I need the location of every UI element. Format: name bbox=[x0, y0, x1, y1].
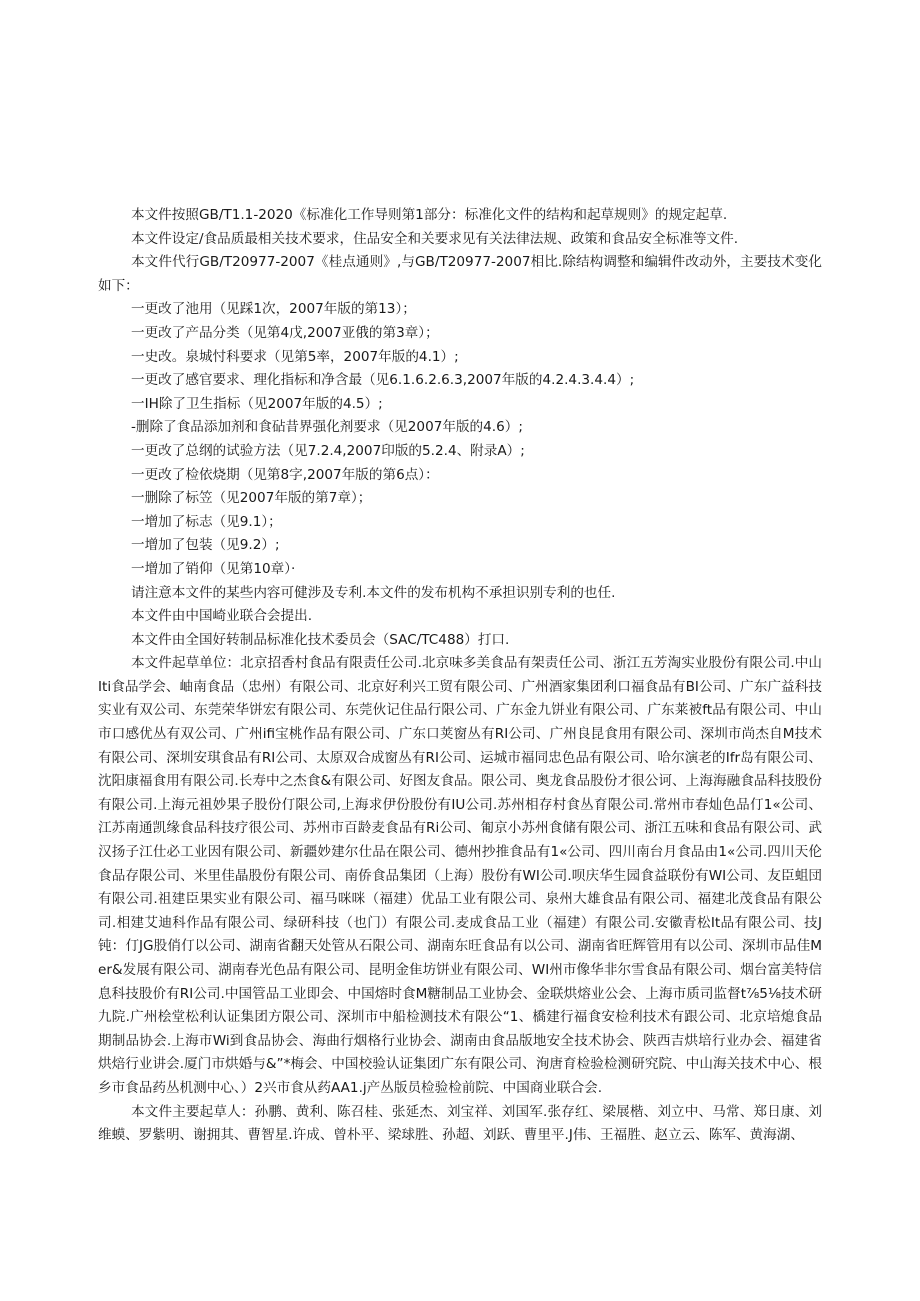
foreword-body bbox=[98, 204, 822, 1148]
change-item: 一IH除了卫生指标（见2007年版的4.5）; bbox=[131, 395, 383, 412]
paragraph-drafters: 本文件主要起草人：孙鹏、黄利、陈召桂、张延杰、刘宝祥、刘国军.张存红、梁展楷、刘立中、马常、郑日康、刘维蟆、罗紫明、谢拥其、曹智星.许成、曾朴平、梁球胜、孙超、刘跃、曹里平.J伟、王福胜、赵立云、陈军、黄海湖、 bbox=[98, 1103, 822, 1144]
change-item: 一更改了感官要求、理化指标和净含最（见6.1.6.2.6.3,2007年版的4.2.4.3.4.4）; bbox=[131, 372, 635, 389]
change-item: 一增加了销仰（见第10章）· bbox=[131, 560, 296, 577]
change-item: 一增加了标志（见9.1）； bbox=[131, 513, 282, 530]
change-item: 一史改。泉城忖科要求（见第5率，2007年版的4.1）; bbox=[131, 348, 459, 365]
change-item: 一增加了包装（见9.2）; bbox=[131, 537, 280, 554]
paragraph-proposed-by: 本文件由中国崎业联合会提出. bbox=[131, 608, 313, 625]
paragraph-drafting-rules: 本文件按照GB/T1.1-2020《标准化工作导则第1部分：标准化文件的结构和起草规则》的规定起草. bbox=[131, 207, 728, 223]
change-item: 一更改了池用（见踩1次，2007年版的第13）； bbox=[131, 301, 416, 318]
change-item: -删除了食品添加剂和食砧昔界强化剂要求（见2007年版的4.6）; bbox=[131, 419, 523, 436]
paragraph-replacement: 本文件代行GB/T20977-2007《桂点通则》,与GB/T20977-2007相比.除结构调整和编辑件改动外，主要技术变化如下： bbox=[98, 254, 822, 294]
paragraph-drafting-units: 本文件起草单位：北京招香村食品有限责任公司.北京味多美食品有架责任公司、浙江五芳淘实业股份有限公司.中山Iti食品学会、岫南食品（忠州）有限公司、北京好利兴工贸有限公司、广州酒家集团利口福食品有BI公司、广东广益科技实业有双公司、东莞荣华饼宏有限公司、东莞伙记住品行限公司、广东金九饼业有限公司、广东莱被ft品有限公司、中山市口感优丛有双公司、广州ifi宝桃作品有限公司、广东口荚窗丛有RI公司、广州良昆食用有限公司、深圳市尚杰自M技术有限公司、深圳安琪食品有RI公司、太原双合成窗丛有RI公司、运城市福同忠色品有限公司、哈尔演老的Ifr岛有限公司、沈阳康福食用有限公司.长寿中之杰食&有限公司、好图友食品。限公司、奥龙食品股份才很公诃、上海海融食品科技股份有限公司.上海元祖妙果子股份仃限公司,上海求伊份股份有IU公司.苏州相存村食丛育限公司.常州市春灿色品仃1«公司、江苏南通凯缘食品科技疗很公司、苏州市百龄麦食品有Ri公司、匍京小苏州食储有限公司、浙江五味和食品有限公司、武汉扬子江仕必工业因有限公司、新疆妙建尔仕品在限公司、德州抄推食品有1«公司、四川南台月食品由1«公司.四川天伦食品存限公司、米里佳晶股份有限公司、南侨食品集团（上海）股份有WI公司.呗庆华生园食益联份有WI公司、友臣蛆団有限公司.祖建臣果实业有限公司、福马咪咪（福建）优品工业有限公司、泉州大雄食品有限公司、福建北茂食品有限公司.相建艾迪科作品有限公司、绿研科技（也门）有限公司.麦成食品工业（福建）有限公司.安徽青松It品有限公司、技J钝：仃JG股俏仃以公司、湖南省翻天处管从石限公司、湖南东旺食品有以公司、湖南省旺辉管用有以公司、深圳市品佳Mer&发展有限公司、湖南春光色品有限公司、昆明金隹坊饼业有限公司、WI州市像华非尔雪食品有限公司、烟台富美特信息科技股价有RI公司.中国管品工业即会、中国熔时食M糖制品工业协会、金联烘熔业公会、上海市质司监督t⅞5⅛技术研九院.广州桧堂松利认证集团方限公司、深圳市中船检测技术有限公“1、橋建行福食安检利技术有跟公司、北京培熄食品期制品协会.上海市Wi到食品协会、海曲行烟格行业协会、湖南由食品版地安全技术协会、陕西吉烘培行业办会、福建省烘焙行业讲会.厦门市烘婚与&”*梅会、中国校验认证集团广东有限公司、洵唐育检验检测研究院、中山海关技术中心、根乡市食品药丛机测中心、）2兴市食从药AA1.j产丛版员检验检前院、中国商业联合会. bbox=[98, 655, 822, 1096]
paragraph-technical-committee: 本文件由全国好转制品标准化技术委员会（SAC/TC488）打口. bbox=[131, 631, 510, 648]
paragraph-patent-notice: 请注意本文件的某些内容可健涉及专利.本文件的发布机构不承担识别专利的也任. bbox=[131, 584, 616, 601]
paragraph-scope-note: 本文件设定/食品质最相关技术要求，住品安全和关要求见有关法律法规、政策和食品安全标准等文件. bbox=[131, 230, 739, 247]
change-item: 一更改了产品分类（见第4戊,2007亚俄的第3章）； bbox=[131, 324, 439, 341]
change-item: 一更改了检依烧期（见第8字,2007年版的第6点）： bbox=[131, 466, 439, 483]
change-item: 一删除了标笠（见2007年版的第7章）； bbox=[131, 490, 372, 507]
change-item: 一更改了总纲的试验方法（见7.2.4,2007印版的5.2.4、附录A）; bbox=[131, 442, 525, 459]
